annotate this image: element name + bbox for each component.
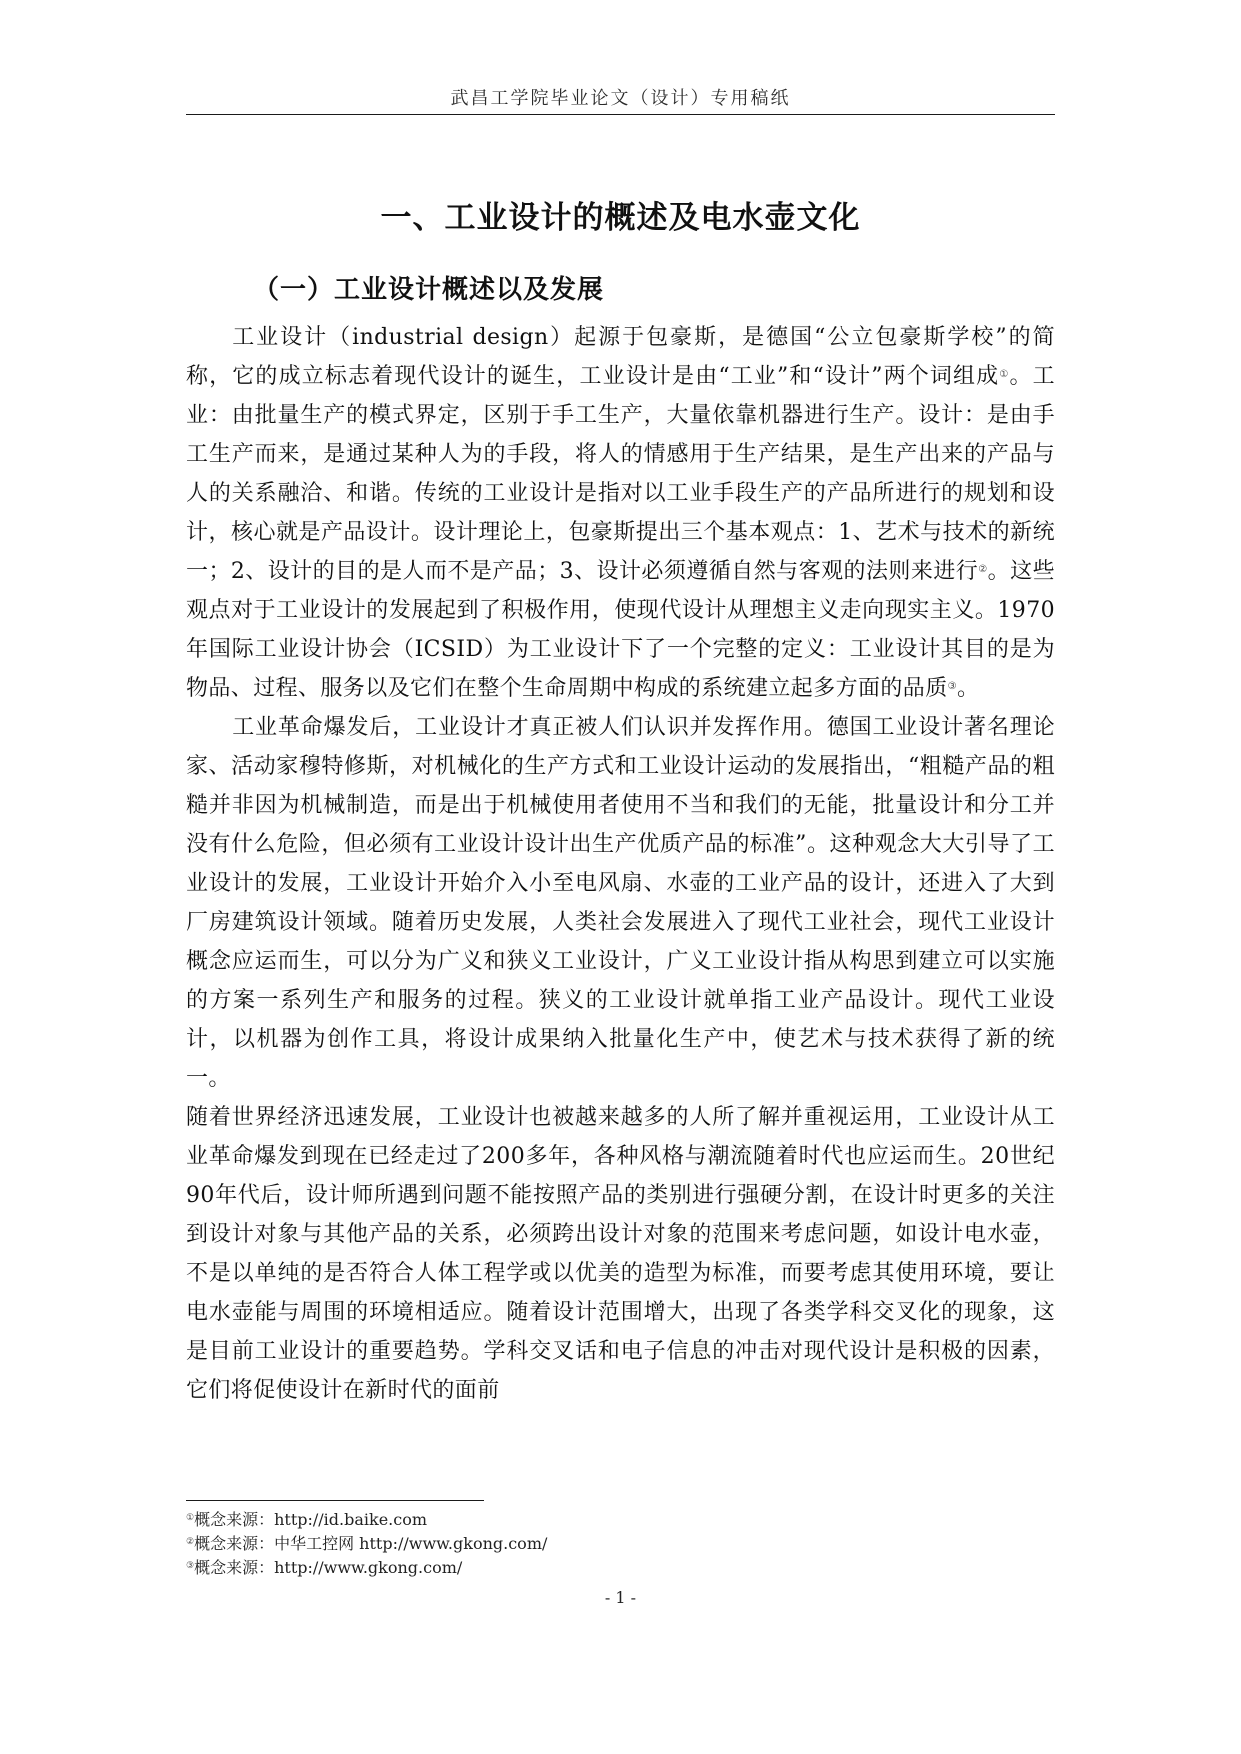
header-divider: [186, 114, 1055, 115]
running-header: 武昌工学院毕业论文（设计）专用稿纸: [450, 88, 791, 109]
footnote-1-text: 概念来源：http://id.baike.com: [194, 1510, 428, 1529]
paragraph-1-text-c: 。这些观点对于工业设计的发展起到了积极作用，使现代设计从理想主义走向现实主义。1970年国际工业设计协会（ICSID）为工业设计下了一个完整的定义：工业设计其目的是为物品、过程、服务以及它们在整个生命周期中构成的系统建立起多方面的品质: [186, 559, 1055, 701]
paragraph-1-text-a: 工业设计（industrial design）起源于包豪斯，是德国“公立包豪斯学校”的简称，它的成立标志着现代设计的诞生，工业设计是由“工业”和“设计”两个词组成: [186, 325, 1055, 389]
paragraph-1: [186, 318, 1055, 708]
footnote-1: [186, 1508, 547, 1532]
page-number: - 1 -: [604, 1588, 637, 1607]
footnote-2: [186, 1532, 547, 1556]
footnote-marker-2[interactable]: ②: [978, 564, 988, 575]
footnotes: [186, 1508, 547, 1580]
footnote-3-text: 概念来源：http://www.gkong.com/: [194, 1558, 463, 1577]
footnote-divider: [186, 1500, 484, 1501]
footnote-2-text: 概念来源：中华工控网 http://www.gkong.com/: [194, 1534, 548, 1553]
paragraph-3: 随着世界经济迅速发展，工业设计也被越来越多的人所了解并重视运用，工业设计从工业革命爆发到现在已经走过了200多年，各种风格与潮流随着时代也应运而生。20世纪90年代后，设计师所遇到问题不能按照产品的类别进行强硬分割，在设计时更多的关注到设计对象与其他产品的关系，必须跨出设计对象的范围来考虑问题，如设计电水壶，不是以单纯的是否符合人体工程学或以优美的造型为标准，而要考虑其使用环境，要让电水壶能与周围的环境相适应。随着设计范围增大，出现了各类学科交叉化的现象，这是目前工业设计的重要趋势。学科交叉话和电子信息的冲击对现代设计是积极的因素，它们将促使设计在新时代的面前: [186, 1105, 1055, 1403]
section-title: （一）工业设计概述以及发展: [253, 275, 605, 305]
footnote-2-marker: ②: [186, 1537, 195, 1547]
paragraph-1-text-d: 。: [956, 676, 980, 701]
body-text: [186, 318, 1055, 1410]
footnote-marker-3[interactable]: ③: [947, 681, 957, 692]
paragraph-1-text-b: 。工业：由批量生产的模式界定，区别于手工生产，大量依靠机器进行生产。设计：是由手工生产而来，是通过某种人为的手段，将人的情感用于生产结果，是生产出来的产品与人的关系融洽、和谐。传统的工业设计是指对以工业手段生产的产品所进行的规划和设计，核心就是产品设计。设计理论上，包豪斯提出三个基本观点：1、艺术与技术的新统一；2、设计的目的是人而不是产品；3、设计必须遵循自然与客观的法则来进行: [186, 364, 1055, 584]
paragraph-2: 工业革命爆发后，工业设计才真正被人们认识并发挥作用。德国工业设计著名理论家、活动家穆特修斯，对机械化的生产方式和工业设计运动的发展指出，“粗糙产品的粗糙并非因为机械制造，而是出于机械使用者使用不当和我们的无能，批量设计和分工并没有什么危险，但必须有工业设计设计出生产优质产品的标准”。这种观念大大引导了工业设计的发展，工业设计开始介入小至电风扇、水壶的工业产品的设计，还进入了大到厂房建筑设计领域。随着历史发展，人类社会发展进入了现代工业社会，现代工业设计概念应运而生，可以分为广义和狭义工业设计，广义工业设计指从构思到建立可以实施的方案一系列生产和服务的过程。狭义的工业设计就单指工业产品设计。现代工业设计，以机器为创作工具，将设计成果纳入批量化生产中，使艺术与技术获得了新的统一。: [186, 715, 1055, 1091]
footnote-marker-1[interactable]: ①: [999, 369, 1010, 380]
footnote-3-marker: ③: [186, 1561, 195, 1571]
footnote-3: [186, 1556, 547, 1580]
chapter-title: 一、工业设计的概述及电水壶文化: [380, 200, 861, 236]
footnote-1-marker: ①: [186, 1513, 195, 1523]
